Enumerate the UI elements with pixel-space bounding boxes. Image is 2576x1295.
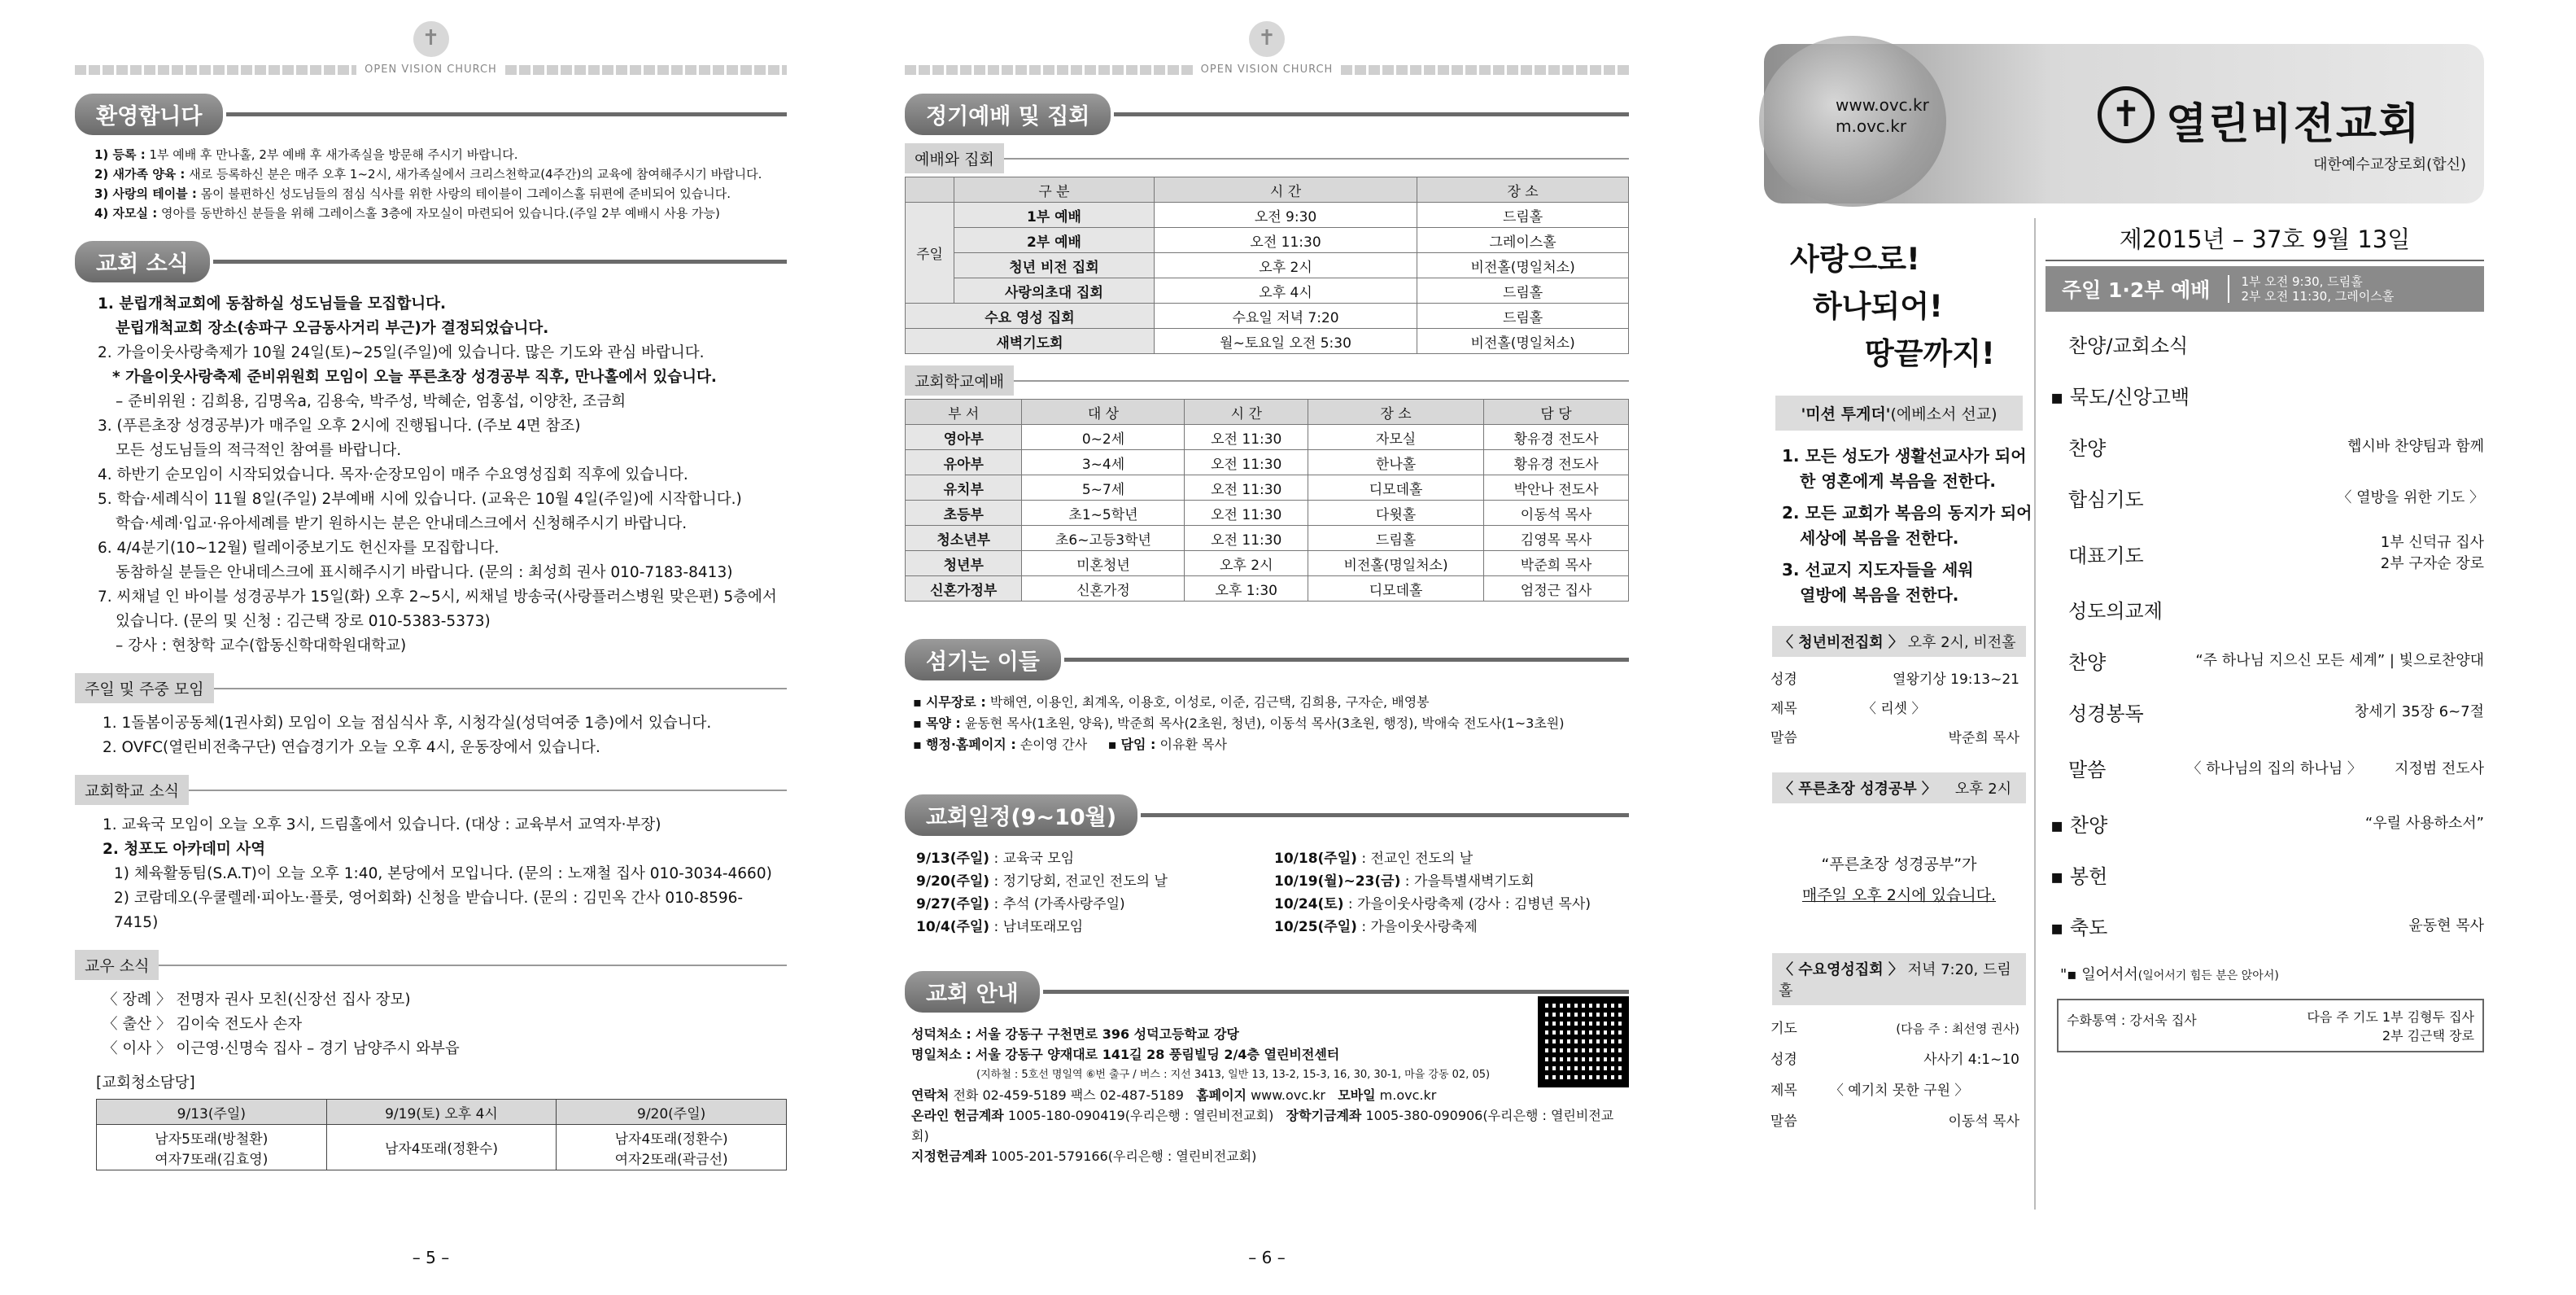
worship-section: 정기예배 및 집회	[905, 94, 1629, 135]
notes-box: 수화통역 : 강서욱 집사 다음 주 기도 1부 김형두 집사 2부 김근택 장로	[2057, 999, 2484, 1052]
list-item: 학습·세례·입교·유아세례를 받기 원하시는 분은 안내데스크에서 신청해주시기 바랍니다.	[116, 515, 688, 532]
cover-page	[1764, 0, 2484, 1295]
list-item: 동참하실 분들은 안내데스크에 표시해주시기 바랍니다. (문의 : 최성희 권사 010-7183-8413)	[116, 564, 733, 581]
guide-block: 성덕처소 : 서울 강동구 구천면로 396 성덕고등학교 강당 명일처소 : 서울 강동구 양재대로 141길 28 풍림빌딩 2/4층 열린비전센터 (지하철 : 5호선 명일역 ⑥번 출구 / 버스 : 지선 3413, 일반 13, 13-2, 15-3, 16, 30, 30-1, 마을 강동 02, 05) 연락처 전화 02-459-5189 팩스 02-487-5189 홈페이지 www.ovc.kr 모바일 m.ovc.kr 온라인 헌금계좌 1005-180-090419(우리은행 : 열린비전교회) 장학기금계좌 1005-380-090906(우리은행 : 열린비전교회) 지정헌금계좌 1005-201-579166(우리은행 : 열린비전교회)	[905, 1024, 1629, 1166]
members-news-header: 교우 소식	[75, 950, 787, 980]
list-item: 7. 씨채널 인 바이블 성경공부가 15일(화) 오후 2~5시, 씨채널 방송국(사랑플러스병원 맞은편) 5층에서	[98, 588, 777, 606]
green-study-details: “푸른초장 성경공부”가 매주일 오후 2시에 있습니다.	[1801, 855, 1997, 904]
list-item: 2) 새가족 양육 : 새로 등록하신 분은 매주 오후 1~2시, 새가족실에서 크리스천학교(4주간)의 교육에 참여해주시기 바랍니다.	[94, 167, 762, 182]
order-item: 찬양 헵시바 찬양팀과 함께	[2068, 437, 2484, 460]
list-item: 10/19(월)~23(금) : 가을특별새벽기도회	[1274, 873, 1535, 890]
website-link[interactable]: www.ovc.kr	[1836, 95, 1929, 115]
list-item: 4. 하반기 순모임이 시작되었습니다. 목자·순장모임이 매주 수요영성집회 직후에 있습니다.	[98, 466, 688, 483]
cleaning-table: 9/13(주일) 9/19(토) 오후 4시 9/20(주일) 남자5또래(방철환) 여자7또래(김효영) 남자4또래(정환수) 남자4또래(정환수) 여자2또래(곽금선)	[96, 1099, 787, 1170]
list-item: 9/20(주일) : 정기당회, 전교인 전도의 날	[916, 873, 1168, 890]
page-number: – 6 –	[1248, 1248, 1286, 1267]
order-item: ▪ 묵도/신앙고백	[2050, 386, 2190, 409]
list-item: 10/4(주일) : 남녀또래모임	[916, 919, 1084, 935]
youth-meeting-details: 성경 열왕기상 19:13~21 제목 〈 리셋 〉 말씀 박준희 목사	[1770, 672, 2019, 746]
table-cell: 남자4또래(정환수) 여자2또래(곽금선)	[557, 1125, 787, 1170]
brand-label: OPEN VISION CHURCH	[365, 63, 497, 76]
section-title: 교회 소식	[75, 241, 210, 282]
order-item: ▪ 축도 윤동현 목사	[2050, 917, 2484, 939]
list-item: 2) 코람데오(우쿨렐레·피아노·플룻, 영어회화) 신청을 받습니다. (문의 : 김민옥 간사 010-8596-7415)	[114, 890, 744, 931]
list-item: 5. 학습·세례식이 11월 8일(주일) 2부예배 시에 있습니다. (교육은 10월 4일(주일)에 시작합니다.)	[98, 491, 742, 508]
list-item: 10/24(토) : 가을이웃사랑축제 (강사 : 김병년 목사)	[1274, 896, 1591, 912]
order-item: 대표기도 1부 신덕규 집사 2부 구자순 장로	[2068, 534, 2484, 572]
news-list	[75, 292, 787, 658]
list-item: 2. 청포도 아카데미 사역	[103, 841, 266, 858]
cover-header	[1764, 44, 2484, 203]
list-item: 4) 자모실 : 영아를 동반하신 분들을 위해 그레이스홀 3층에 자모실이 마련되어 있습니다.(주일 2부 예배시 사용 가능)	[94, 206, 720, 221]
list-item: 분립개척교회 장소(송파구 오금동사거리 부근)가 결정되었습니다.	[116, 320, 549, 337]
list-item: 10/18(주일) : 전교인 전도의 날	[1274, 851, 1474, 867]
list-item: ▪ 목양 : 윤동현 목사(1초원, 양육), 박준희 목사(2초원, 청년), 이동석 목사(3초원, 행정), 박애숙 전도사(1~3초원)	[913, 715, 1565, 731]
order-item: ▪ 찬양 “우릴 사용하소서”	[2050, 814, 2484, 837]
brand-label: OPEN VISION CHURCH	[1200, 63, 1334, 76]
welcome-section	[75, 94, 787, 135]
denomination: 대한예수교장로회(합신)	[2313, 156, 2466, 173]
standup-note: "▪ 일어서서(일어서기 힘든 분은 앉아서)	[2060, 966, 2279, 983]
order-item: 성경봉독 창세기 35장 6~7절	[2068, 702, 2484, 725]
list-item: 9/13(주일) : 교육국 모임	[916, 851, 1075, 867]
list-item: 1. 분립개척교회에 동참하실 성도님들을 모집합니다.	[98, 295, 446, 313]
welcome-list	[75, 145, 787, 223]
order-of-worship	[2046, 312, 2484, 952]
sunday-list	[75, 711, 787, 760]
table-cell: 남자4또래(정환수)	[326, 1125, 557, 1170]
guide-section: 교회 안내	[905, 971, 1629, 1013]
order-item: 찬양 “주 하나님 지으신 모든 세계” | 빛으로찬양대	[2068, 651, 2484, 674]
list-item: 6. 4/4분기(10~12월) 릴레이중보기도 헌신자를 모집합니다.	[98, 540, 500, 557]
wednesday-meeting-header: 〈 수요영성집회 〉 저녁 7:20, 드림홀	[1772, 953, 2026, 1005]
slogan: 사랑으로! 하나되어! 땅끝까지!	[1790, 242, 1995, 371]
page-6	[905, 0, 1629, 1295]
sunday-meetings-header: 주일 및 주중 모임	[75, 673, 787, 703]
list-item: 〈 이사 〉 이근영·신명숙 집사 – 경기 남양주시 와부읍	[103, 1040, 460, 1057]
church-logo-icon	[1249, 21, 1285, 57]
table-cell: 남자5또래(방철환) 여자7또래(김효영)	[97, 1125, 327, 1170]
page-header	[905, 0, 1629, 76]
order-item: 말씀 〈 하나님의 집의 하나님 〉 지정범 전도사	[2068, 758, 2484, 781]
page-5	[75, 0, 787, 1295]
order-item: ▪ 봉헌	[2050, 865, 2108, 888]
issue-date: 제2015년 – 37호 9월 13일	[2046, 218, 2484, 261]
school-news-header: 교회학교 소식	[75, 775, 787, 805]
table-row: 영아부 0~2세 오전 11:30 자모실 황유경 전도사	[906, 425, 1629, 450]
list-item: 3. (푸른초장 성경공부)가 매주일 오후 2시에 진행됩니다. (주보 4면 참조)	[98, 418, 581, 435]
servants-section: 섬기는 이들	[905, 639, 1629, 680]
page-header	[75, 0, 787, 76]
list-item: 1. 1돌봄이공동체(1권사회) 모임이 오늘 점심식사 후, 시청각실(성덕여중 1층)에서 있습니다.	[103, 715, 712, 732]
cover-left-column	[1764, 218, 2036, 1210]
school-worship-table: 부 서 대 상 시 간 장 소 담 당 영아부 0~2세 오전 11:30 자모실 황유경 전도사 유아부 3~4세 오전 11:30 한나홀 황유경 전도사 유치부 5~7세 오전 11:30 디모데홀 박안나 전도사 초등부 초1~5학년 오전 11:30 다윗홀 이동석 목사 청소년부 초6~고등3학년 오전 11:30 드림홀 김영목 목사 청년부 미혼청년 오후 2시 비전홀(명일처소) 박준희 목사 신혼가정부 신혼가정 오후 1:30 디모데홀 엄정근 집사	[905, 399, 1629, 602]
schedule-section: 교회일정(9~10월)	[905, 794, 1629, 836]
church-emblem-icon: ✝	[2098, 86, 2155, 143]
list-item: ▪ 시무장로 : 박해연, 이용인, 최계옥, 이용호, 이성로, 이준, 김근택, 김희용, 구자순, 배영봉	[913, 694, 1430, 710]
list-item: 2. 가을이웃사랑축제가 10월 24일(토)~25일(주일)에 있습니다. 많은 기도와 관심 바랍니다.	[98, 344, 705, 361]
mobile-link[interactable]: m.ovc.kr	[1836, 116, 1907, 136]
list-item: – 강사 : 현창학 교수(합동신학대학원대학교)	[116, 637, 407, 654]
order-item: 합심기도 〈 열방을 위한 기도 〉	[2068, 488, 2484, 511]
mission-title: '미션 투게더'(에베소서 선교)	[1775, 396, 2023, 431]
worship-subheader: 예배와 집회	[905, 143, 1629, 173]
table-row: 청소년부 초6~고등3학년 오전 11:30 드림홀 김영목 목사	[906, 526, 1629, 551]
cover-right-column	[2046, 218, 2484, 1210]
servants-list	[905, 692, 1629, 755]
list-item: 2. OVFC(열린비전축구단) 연습경기가 오늘 오후 4시, 운동장에서 있습니다.	[103, 739, 600, 756]
table-row: 신혼가정부 신혼가정 오후 1:30 디모데홀 엄정근 집사	[906, 576, 1629, 602]
green-study-header: 〈 푸른초장 성경공부 〉 오후 2시	[1772, 772, 2026, 803]
list-item: 〈 장례 〉 전명자 권사 모친(신장선 집사 장모)	[103, 991, 411, 1008]
list-item: 1) 체육활동팀(S.A.T)이 오늘 오후 1:40, 본당에서 모입니다. (문의 : 노재철 집사 010-3034-4660)	[114, 865, 772, 882]
news-section	[75, 241, 787, 282]
order-item: 찬양/교회소식	[2068, 335, 2189, 357]
church-logo-icon	[413, 21, 449, 57]
youth-meeting-header: 〈 청년비전집회 〉 오후 2시, 비전홀	[1772, 626, 2026, 657]
school-news-list	[75, 813, 787, 935]
list-item: – 준비위원 : 김희용, 김명옥a, 김용숙, 박주성, 박혜순, 엄홍섭, 이양찬, 조금희	[116, 393, 627, 410]
list-item: * 가을이웃사랑축제 준비위원회 모임이 오늘 푸른초장 성경공부 직후, 만나홀에서 있습니다.	[112, 369, 717, 386]
page-number: – 5 –	[412, 1248, 450, 1267]
table-row: 초등부 초1~5학년 오전 11:30 다윗홀 이동석 목사	[906, 501, 1629, 526]
list-item: 있습니다. (문의 및 신청 : 김근택 장로 010-5383-5373)	[116, 613, 491, 630]
service-header: 주일 1·2부 예배 1부 오전 9:30, 드림홀 2부 오전 11:30, 그레이스홀	[2046, 266, 2484, 312]
order-item: 성도의교제	[2068, 600, 2163, 623]
list-item: 10/25(주일) : 가을이웃사랑축제	[1274, 919, 1478, 935]
church-name: 열린비전교회	[2166, 100, 2421, 149]
list-item: 모든 성도님들의 적극적인 참여를 바랍니다.	[116, 442, 402, 459]
wednesday-meeting-details: 기도 (다음 주 : 최선영 권사) 성경 사사기 4:1~10 제목 〈 예기치 못한 구원 〉 말씀 이동석 목사	[1770, 1021, 2019, 1130]
qr-code-icon	[1538, 996, 1629, 1087]
list-item: 1. 교육국 모임이 오늘 오후 3시, 드림홀에서 있습니다. (대상 : 교육부서 교역자·부장)	[103, 816, 661, 833]
table-row: 유아부 3~4세 오전 11:30 한나홀 황유경 전도사	[906, 450, 1629, 475]
schedule-list	[905, 847, 1629, 938]
table-row: 유치부 5~7세 오전 11:30 디모데홀 박안나 전도사	[906, 475, 1629, 501]
cleaning-title: [교회청소담당]	[96, 1074, 195, 1092]
table-row: 청년부 미혼청년 오후 2시 비전홀(명일처소) 박준희 목사	[906, 551, 1629, 576]
list-item: 〈 출산 〉 김이숙 전도사 손자	[103, 1016, 303, 1033]
list-item: 9/27(주일) : 추석 (가족사랑주일)	[916, 896, 1125, 912]
school-worship-subheader: 교회학교예배	[905, 365, 1629, 396]
mission-list: 1. 모든 성도가 생활선교사가 되어 한 영혼에게 복음을 전한다. 2. 모든 교회가 복음의 동지가 되어 세상에 복음을 전한다. 3. 선교지 지도자들을 세워 열방에 복음을 전한다.	[1782, 446, 2032, 605]
section-title: 환영합니다	[75, 94, 223, 135]
list-item: 3) 사랑의 테이블 : 몸이 불편하신 성도님들의 점심 식사를 위한 사랑의 테이블이 그레이스홀 뒤편에 준비되어 있습니다.	[94, 186, 731, 201]
members-list	[75, 988, 787, 1061]
list-item: ▪ 행정·홈페이지 : 손이영 간사 ▪ 담임 : 이유환 목사	[913, 737, 1227, 752]
list-item: 1) 등록 : 1부 예배 후 만나홀, 2부 예배 후 새가족실을 방문해 주시기 바랍니다.	[94, 147, 518, 162]
worship-table: 구 분 시 간 장 소 주일 1부 예배 오전 9:30 드림홀 2부 예배 오전 11:30 그레이스홀 청년 비전 집회 오후 2시 비전홀(명일처소) 사랑의초대 집회 오후 4시 드림홀 수요 영성 집회 수요일 저녁 7:20 드림홀 새벽기도회 월~토요일 오전 5:30 비전홀(명일처소)	[905, 177, 1629, 354]
